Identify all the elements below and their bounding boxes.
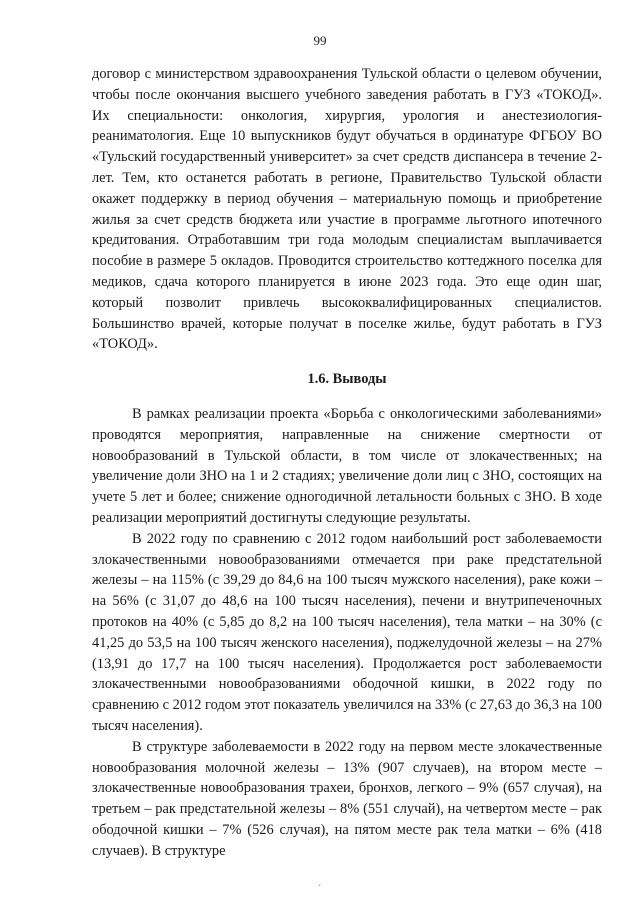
page-number: 99: [313, 33, 327, 48]
paragraph-continuation: договор с министерством здравоохранения Тульской области о целевом обучении, чтобы после окончания высшего учебного заведения работать в ГУЗ «ТОКОД». Их специальности: онкология, хирургия, урология и анестезиология-реаниматология. Еще 10 выпускников будут обучаться в ординатуре ФГБОУ ВО «Тульский государственный университет» за счет средств диспансера в течение 2-лет. Тем, кто останется работать в регионе, Правительство Тульской области окажет поддержку в период обучения – материальную помощь и приобретение жилья за счет средств бюджета или участие в программе льготного ипотечного кредитования. Отработавшим три года молодым специалистам выплачивается пособие в размере 5 окладов. Проводится строительство коттеджного поселка для медиков, сдача которого планируется в июне 2023 года. Это еще один шаг, который позволит привлечь высококвалифицированных специалистов. Большинство врачей, которые получат в поселке жилье, будут работать в ГУЗ «ТОКОД».: [92, 66, 602, 353]
body-text: [92, 64, 602, 861]
paragraph-incidence-structure: В структуре заболеваемости в 2022 году на первом месте злокачественные новообразования молочной железы – 13% (907 случаев), на втором месте – злокачественные новообразования трахеи, бронхов, легкого – 9% (657 случая), на третьем – рак предстательной железы – 8% (551 случай), на четвертом месте – рак ободочной кишки – 7% (526 случая), на пятом месте рак тела матки – 6% (418 случаев). В структуре: [92, 738, 602, 859]
section-heading: 1.6. Выводы: [307, 371, 387, 388]
scan-mark: ˊ: [318, 884, 322, 895]
paragraph-project: В рамках реализации проекта «Борьба с онкологическими заболеваниями» проводятся мероприятия, направленные на снижение смертности от новообразований в Тульской области, в том числе от злокачественных; на увеличение доли ЗНО на 1 и 2 стадиях; увеличение доли лиц с ЗНО, состоящих на учете 5 лет и более; снижение одногодичной летальности больных с ЗНО. В ходе реализации мероприятий достигнуты следующие результаты.: [92, 405, 602, 526]
paragraph-incidence-growth: В 2022 году по сравнению с 2012 годом наибольший рост заболеваемости злокачественными новообразованиями отмечается при раке предстательной железы – на 115% (с 39,29 до 84,6 на 100 тысяч мужского населения), раке кожи – на 56% (с 31,07 до 48,6 на 100 тысяч населения), печени и внутрипеченочных протоков на 40% (с 5,85 до 8,2 на 100 тысяч населения), тела матки – на 30% (с 41,25 до 53,5 на 100 тысяч женского населения), поджелудочной железы – на 27% (13,91 до 17,7 на 100 тысяч населения). Продолжается рост заболеваемости злокачественными новообразованиями ободочной кишки, в 2022 году по сравнению с 2012 годом этот показатель увеличился на 33% (с 27,63 до 36,3 на 100 тысяч населения).: [92, 530, 602, 734]
